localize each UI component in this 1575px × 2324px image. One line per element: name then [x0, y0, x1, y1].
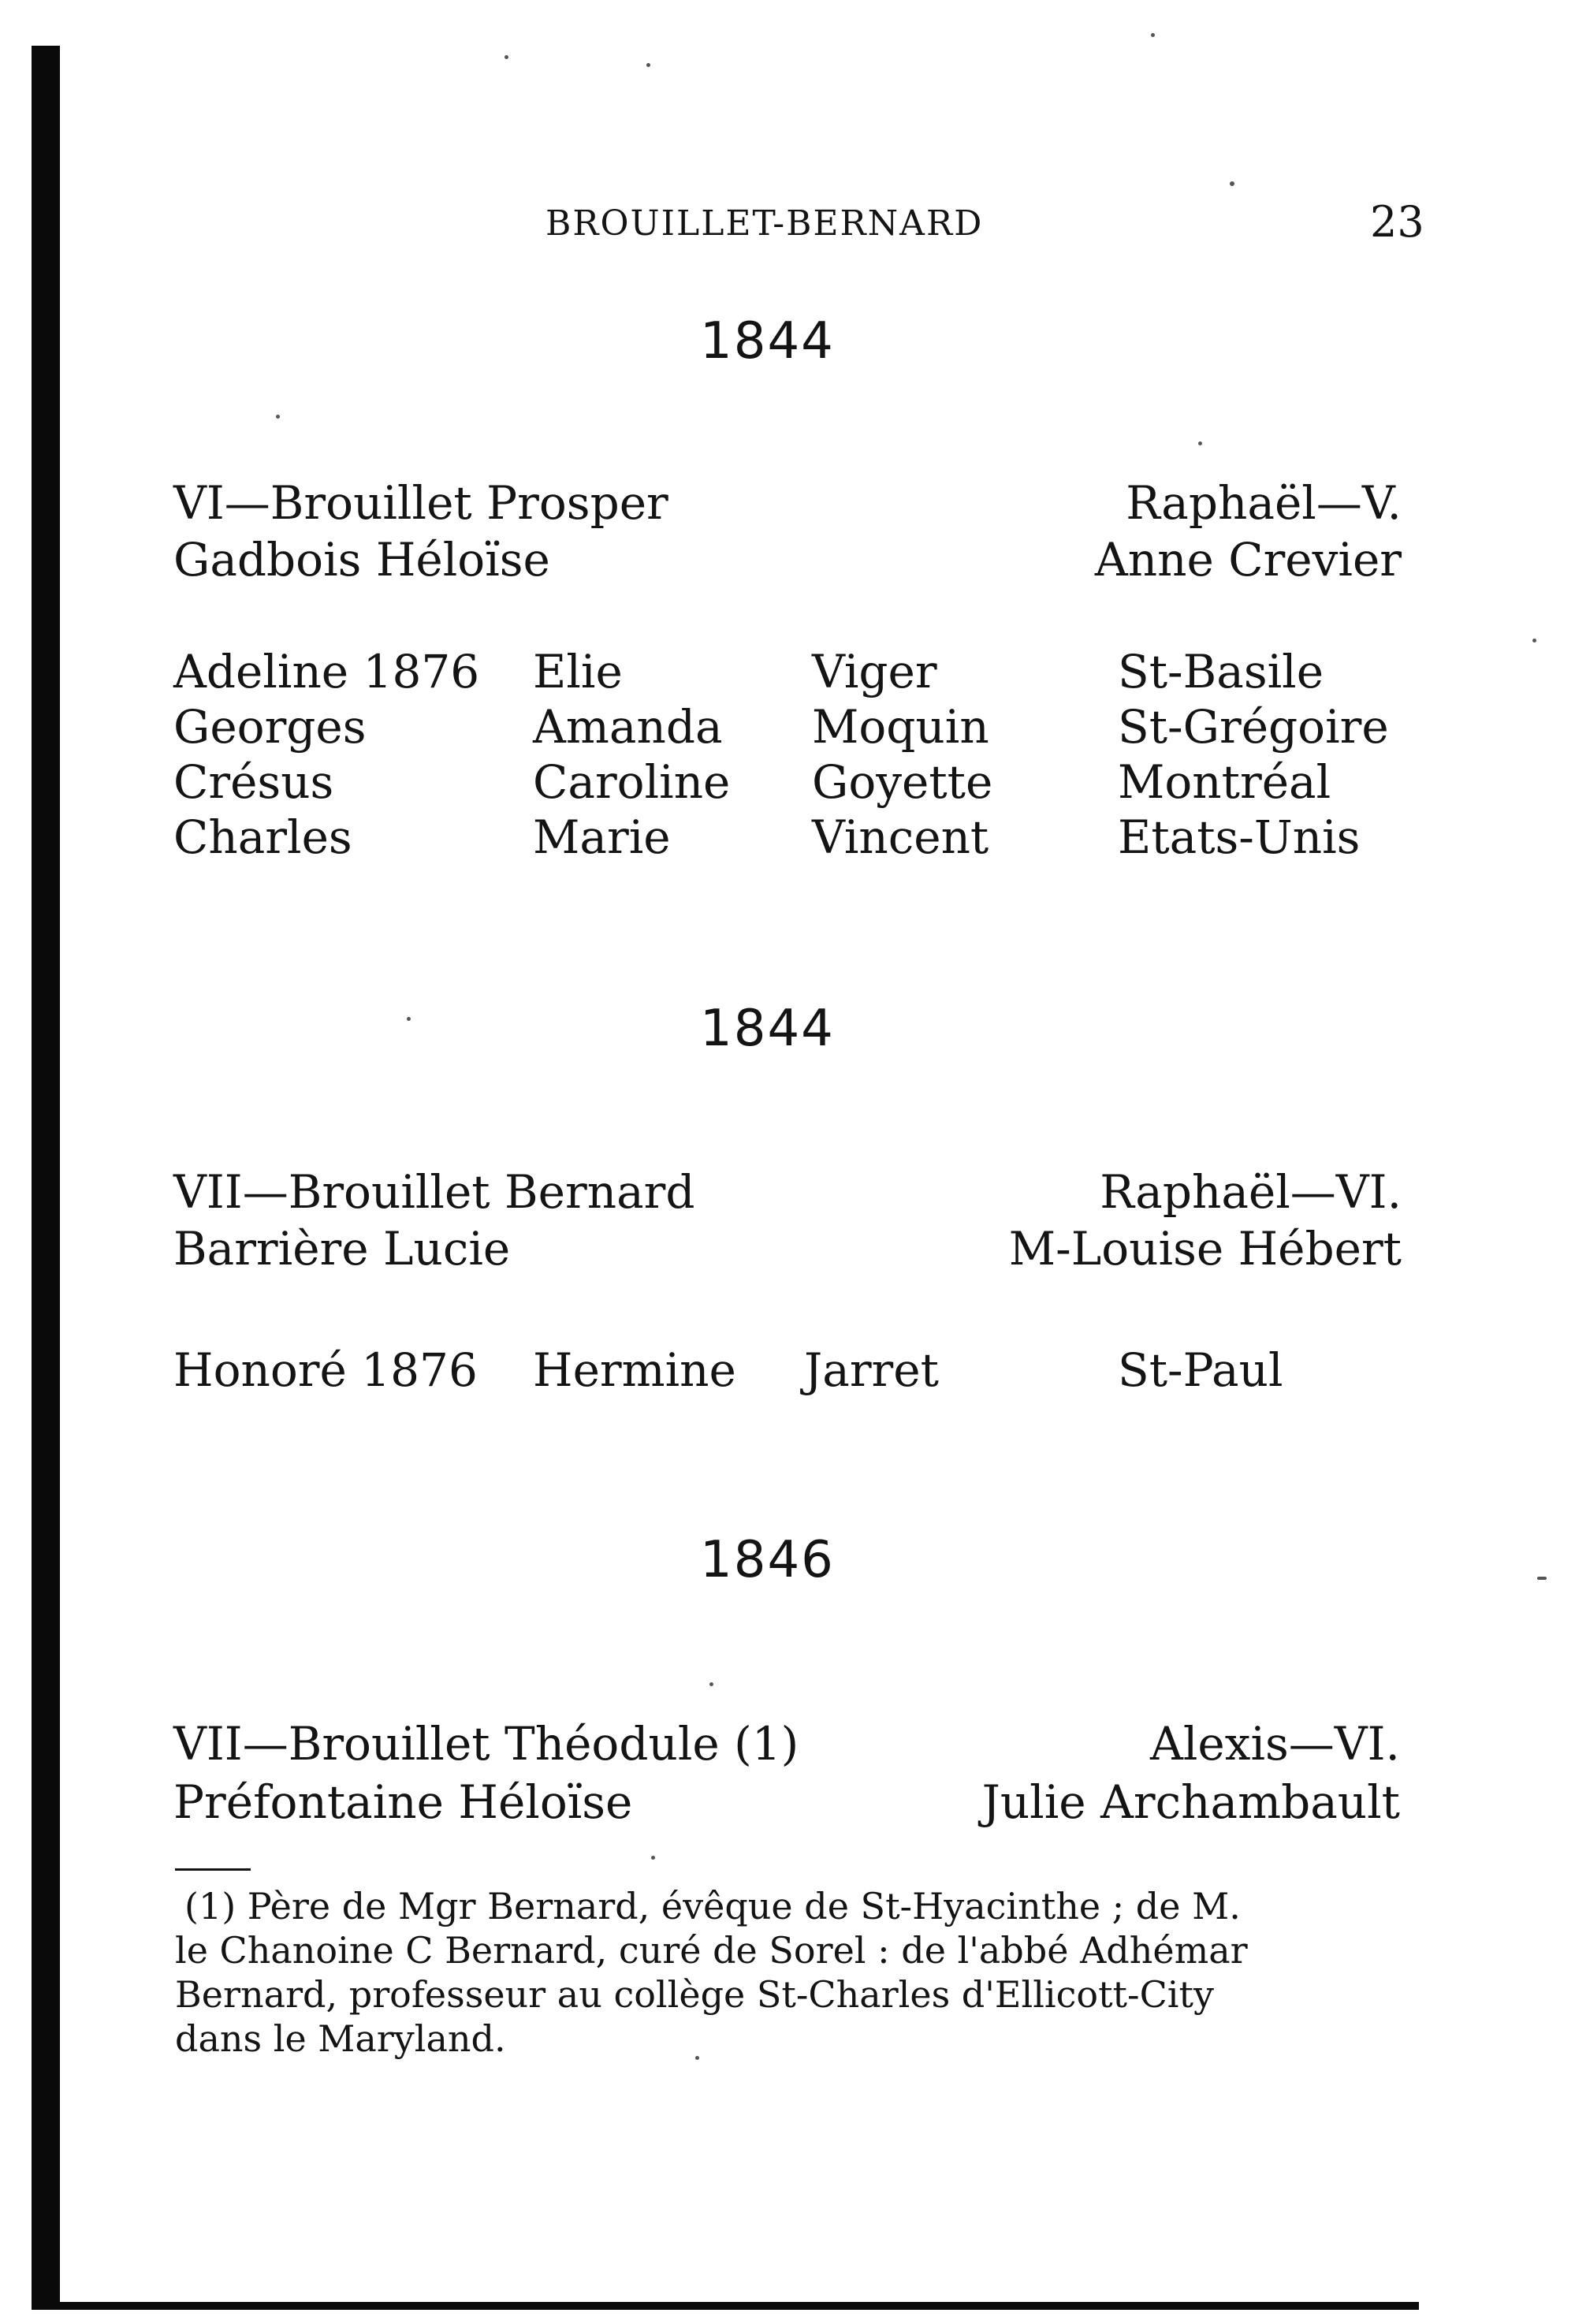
wife-parent: M-Louise Hébert [1008, 1222, 1402, 1276]
child-name: Charles [173, 810, 352, 864]
spouse-surname: Jarret [804, 1343, 939, 1397]
husband-parent: Raphaël—V. [1126, 476, 1402, 530]
print-speck [1230, 181, 1234, 186]
spouse-surname: Moquin [812, 700, 989, 754]
child-name: Honoré 1876 [173, 1343, 478, 1397]
wife-parent: Anne Crevier [1094, 533, 1402, 587]
print-speck [651, 1856, 655, 1860]
print-speck [1537, 1577, 1547, 1580]
residence: St-Basile [1118, 645, 1324, 698]
residence: St-Paul [1118, 1343, 1283, 1397]
footnote-line: dans le Maryland. [175, 2017, 506, 2061]
print-speck [646, 63, 650, 67]
footnote-line: le Chanoine C Bernard, curé de Sorel : de l'abbé Adhémar [175, 1929, 1248, 1972]
print-speck [407, 1017, 411, 1021]
section-year: 1844 [700, 312, 835, 371]
husband-name: VII—Brouillet Théodule (1) [173, 1717, 799, 1771]
page-binding-edge [32, 46, 60, 2307]
print-speck [276, 415, 280, 419]
spouse-surname: Goyette [812, 755, 993, 809]
wife-name: Barrière Lucie [173, 1222, 511, 1276]
spouse-name: Hermine [533, 1343, 736, 1397]
child-name: Crésus [173, 755, 334, 809]
spouse-name: Elie [533, 645, 623, 698]
footnote-rule [175, 1868, 251, 1871]
page-number: 23 [1370, 197, 1424, 247]
wife-name: Préfontaine Héloïse [173, 1775, 633, 1829]
spouse-name: Marie [533, 810, 671, 864]
spouse-name: Caroline [533, 755, 731, 809]
residence: Etats-Unis [1118, 810, 1361, 864]
child-name: Georges [173, 700, 367, 754]
print-speck [505, 55, 508, 59]
wife-name: Gadbois Héloïse [173, 533, 550, 587]
residence: Montréal [1118, 755, 1331, 809]
page-bottom-edge [32, 2302, 1419, 2310]
spouse-name: Amanda [533, 700, 723, 754]
husband-name: VI—Brouillet Prosper [173, 476, 668, 530]
residence: St-Grégoire [1118, 700, 1389, 754]
spouse-surname: Vincent [812, 810, 989, 864]
section-year: 1844 [700, 1000, 835, 1058]
print-speck [1151, 33, 1155, 37]
spouse-surname: Viger [812, 645, 937, 698]
running-header: BROUILLET-BERNARD [545, 203, 984, 244]
husband-parent: Alexis—VI. [1149, 1717, 1400, 1771]
child-name: Adeline 1876 [173, 645, 480, 698]
husband-parent: Raphaël—VI. [1100, 1165, 1402, 1219]
print-speck [709, 1682, 713, 1686]
footnote-line: Bernard, professeur au collège St-Charles d'Ellicott-City [175, 1973, 1214, 2017]
husband-name: VII—Brouillet Bernard [173, 1165, 695, 1219]
section-year: 1846 [700, 1531, 835, 1589]
footnote [175, 1884, 1395, 2061]
wife-parent: Julie Archambault [981, 1775, 1400, 1829]
print-speck [1198, 441, 1202, 445]
footnote-line: (1) Père de Mgr Bernard, évêque de St-Hyacinthe ; de M. [184, 1885, 1241, 1927]
print-speck [1532, 639, 1536, 642]
